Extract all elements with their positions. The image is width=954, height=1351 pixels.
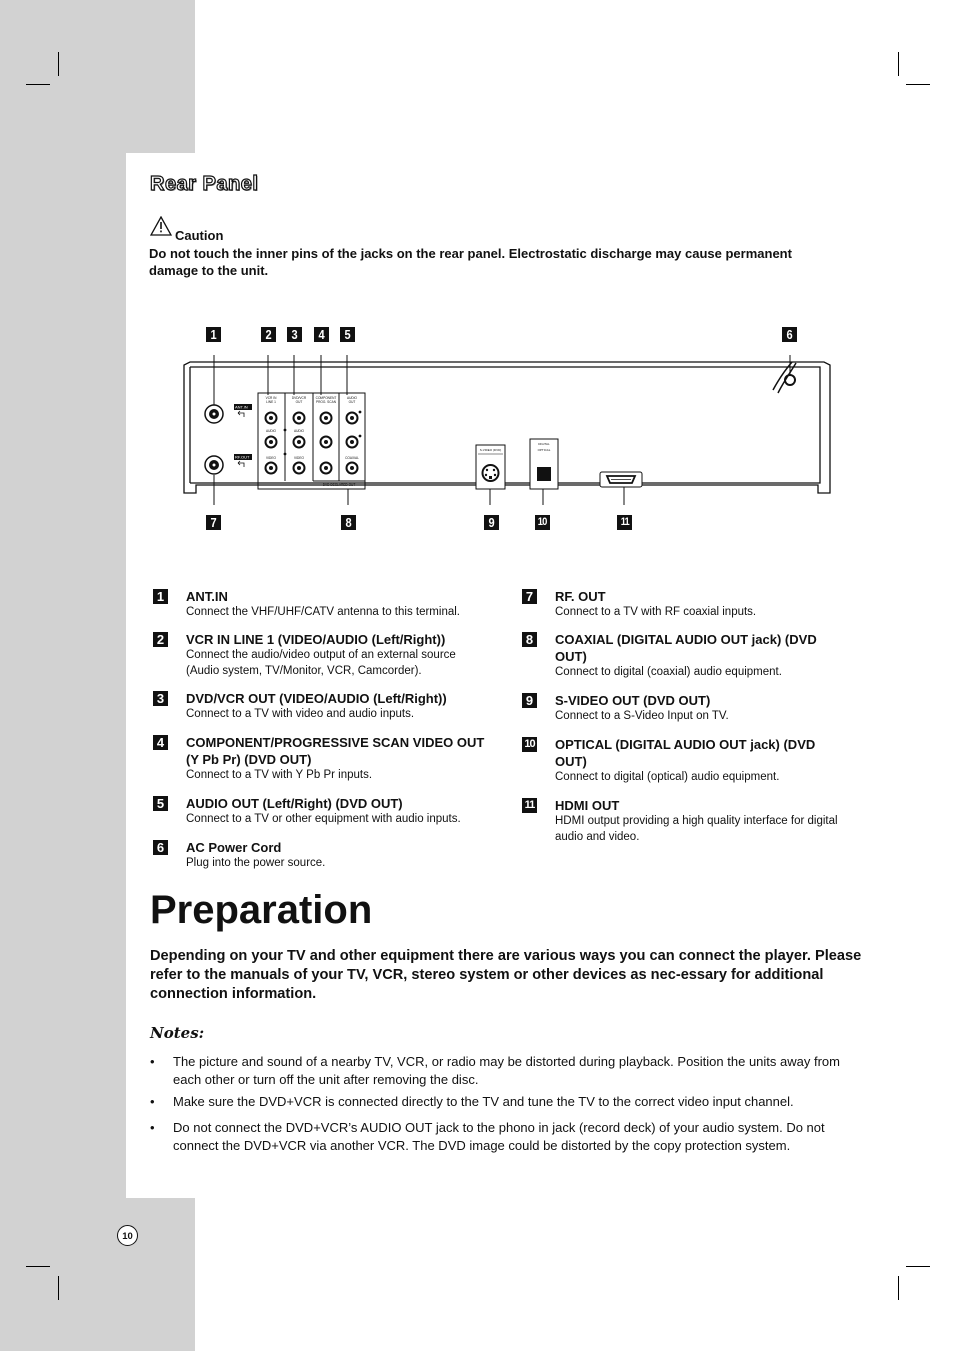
s-video-jack — [476, 445, 505, 489]
svg-text:S-VIDEO (DVD): S-VIDEO (DVD) — [479, 448, 502, 452]
section-title-rear-panel: Rear Panel — [150, 173, 259, 195]
item-number-badge: 5 — [153, 796, 168, 811]
svg-text:OUT: OUT — [295, 400, 303, 404]
callout-8: 8 — [341, 515, 356, 530]
item-number-badge: 11 — [522, 798, 537, 813]
note-item — [150, 1093, 862, 1111]
callout-5: 5 — [340, 327, 355, 342]
desc-item-audio-out — [153, 795, 483, 828]
item-description: Connect to a TV with Y Pb Pr inputs. — [186, 769, 373, 781]
item-title: OPTICAL (DIGITAL AUDIO OUT jack) (DVD OUT) — [555, 737, 816, 769]
svg-text:DIGITAL: DIGITAL — [538, 442, 550, 446]
svg-text:OPTICAL: OPTICAL — [537, 448, 551, 452]
item-title: RF. OUT — [555, 589, 606, 604]
callout-10: 10 — [535, 515, 550, 530]
crop-mark — [58, 52, 59, 76]
crop-mark — [58, 1276, 59, 1300]
crop-mark — [26, 1266, 50, 1267]
bullet-icon: • — [150, 1094, 155, 1109]
caution-label: Caution — [175, 228, 224, 243]
desc-item-dvd-vcr-out — [153, 690, 483, 723]
item-description: Connect to a TV with RF coaxial inputs. — [555, 606, 757, 618]
svg-text:AUDIO: AUDIO — [346, 396, 358, 400]
bullet-icon: • — [150, 1054, 155, 1069]
margin-band-bottom — [0, 1198, 195, 1351]
page-number: 10 — [117, 1225, 138, 1246]
item-number-badge: 7 — [522, 589, 537, 604]
item-number-badge: 2 — [153, 632, 168, 647]
item-number-badge: 8 — [522, 632, 537, 647]
margin-band-left — [0, 153, 126, 1198]
item-description: Connect to digital (optical) audio equipment. — [555, 771, 780, 783]
margin-band-top — [0, 0, 195, 153]
svg-text:AUDIO: AUDIO — [293, 429, 305, 433]
item-description: Connect to a TV with video and audio inputs. — [186, 708, 415, 720]
item-description: Connect to a S-Video Input on TV. — [555, 710, 729, 722]
callout-9: 9 — [484, 515, 499, 530]
notes-heading: Notes: — [150, 1024, 205, 1042]
caution-warning-icon — [150, 216, 172, 236]
desc-item-component — [153, 734, 483, 784]
callout-4: 4 — [314, 327, 329, 342]
item-title: AUDIO OUT (Left/Right) (DVD OUT) — [186, 796, 403, 811]
item-title: COAXIAL (DIGITAL AUDIO OUT jack) (DVD OUT) — [555, 632, 817, 664]
ant-in-jack — [205, 405, 223, 423]
item-number-badge: 4 — [153, 735, 168, 750]
note-text: Make sure the DVD+VCR is connected directly to the TV and tune the TV to the correct video input channel. — [173, 1094, 794, 1109]
desc-item-s-video — [522, 692, 852, 725]
item-description: Plug into the power source. — [186, 857, 326, 869]
crop-mark — [898, 1276, 899, 1300]
item-number-badge: 10 — [522, 737, 537, 752]
item-description: Connect the audio/video output of an external source (Audio system, TV/Monitor, VCR, Camcorder). — [186, 649, 456, 677]
svg-text:DVD DECLARED OUT: DVD DECLARED OUT — [322, 483, 356, 487]
crop-mark — [898, 52, 899, 76]
svg-text:VIDEO: VIDEO — [294, 456, 304, 460]
desc-item-coaxial — [522, 631, 852, 681]
optical-jack — [530, 439, 558, 489]
svg-text:OUT: OUT — [348, 400, 356, 404]
svg-text:AUDIO: AUDIO — [265, 429, 277, 433]
caution-text: Do not touch the inner pins of the jacks on the rear panel. Electrostatic discharge may cause permanent damage to the unit. — [149, 246, 792, 278]
callout-7: 7 — [206, 515, 221, 530]
svg-text:LINE 1: LINE 1 — [266, 400, 276, 404]
desc-item-optical — [522, 736, 852, 786]
rear-panel-diagram — [180, 355, 835, 505]
note-text: Do not connect the DVD+VCR’s AUDIO OUT jack to the phono in jack (record deck) of your audio system. Do not connect the DVD+VCR via another VCR. The DVD image could be distorted by the copy protection system. — [173, 1120, 825, 1153]
item-number-badge: 9 — [522, 693, 537, 708]
desc-item-ac-power-cord — [153, 839, 483, 872]
item-title: S-VIDEO OUT (DVD OUT) — [555, 693, 711, 708]
callout-3: 3 — [287, 327, 302, 342]
item-description: HDMI output providing a high quality interface for digital audio and video. — [555, 815, 838, 843]
hdmi-jack — [600, 472, 642, 487]
chapter-title-preparation: Preparation — [150, 888, 373, 932]
callout-6: 6 — [782, 327, 797, 342]
desc-item-rf-out — [522, 588, 852, 621]
preparation-intro: Depending on your TV and other equipment there are various ways you can connect the player. Please refer to the manuals of your TV, VCR, stereo system or other devices as nec-essary for additional connection information. — [150, 948, 862, 1002]
callout-1: 1 — [206, 327, 221, 342]
item-title: VCR IN LINE 1 (VIDEO/AUDIO (Left/Right)) — [186, 632, 446, 647]
svg-text:VCR IN: VCR IN — [265, 396, 277, 400]
item-title: DVD/VCR OUT (VIDEO/AUDIO (Left/Right)) — [186, 691, 447, 706]
item-description: Connect to digital (coaxial) audio equipment. — [555, 666, 782, 678]
item-title: ANT.IN — [186, 589, 228, 604]
svg-text:ANT.IN: ANT.IN — [235, 404, 248, 410]
item-description: Connect the VHF/UHF/CATV antenna to this terminal. — [186, 606, 460, 618]
svg-text:DVD/VCR: DVD/VCR — [291, 396, 307, 400]
desc-item-vcr-in — [153, 631, 483, 679]
item-title: COMPONENT/PROGRESSIVE SCAN VIDEO OUT (Y Pb Pr) (DVD OUT) — [186, 735, 485, 767]
svg-text:COMPONENT: COMPONENT — [315, 396, 337, 400]
svg-text:COAXIAL: COAXIAL — [345, 456, 359, 460]
rf-out-jack — [205, 456, 223, 474]
note-text: The picture and sound of a nearby TV, VCR, or radio may be distorted during playback. Position the units away from each other or turn off the unit after removing the disc. — [173, 1054, 840, 1087]
bullet-icon: • — [150, 1120, 155, 1135]
callout-11: 11 — [617, 515, 632, 530]
crop-mark — [26, 84, 50, 85]
item-title: HDMI OUT — [555, 798, 620, 813]
item-number-badge: 6 — [153, 840, 168, 855]
crop-mark — [906, 1266, 930, 1267]
svg-text:RF.OUT: RF.OUT — [235, 454, 250, 460]
svg-text:VIDEO: VIDEO — [266, 456, 276, 460]
item-description: Connect to a TV or other equipment with audio inputs. — [186, 813, 461, 825]
crop-mark — [906, 84, 930, 85]
desc-item-ant-in — [153, 588, 483, 621]
note-item — [150, 1119, 862, 1154]
item-title: AC Power Cord — [186, 840, 282, 855]
desc-item-hdmi-out — [522, 797, 852, 845]
callout-2: 2 — [261, 327, 276, 342]
svg-text:PROG. SCAN: PROG. SCAN — [315, 400, 337, 404]
item-number-badge: 3 — [153, 691, 168, 706]
item-number-badge: 1 — [153, 589, 168, 604]
note-item — [150, 1053, 862, 1088]
